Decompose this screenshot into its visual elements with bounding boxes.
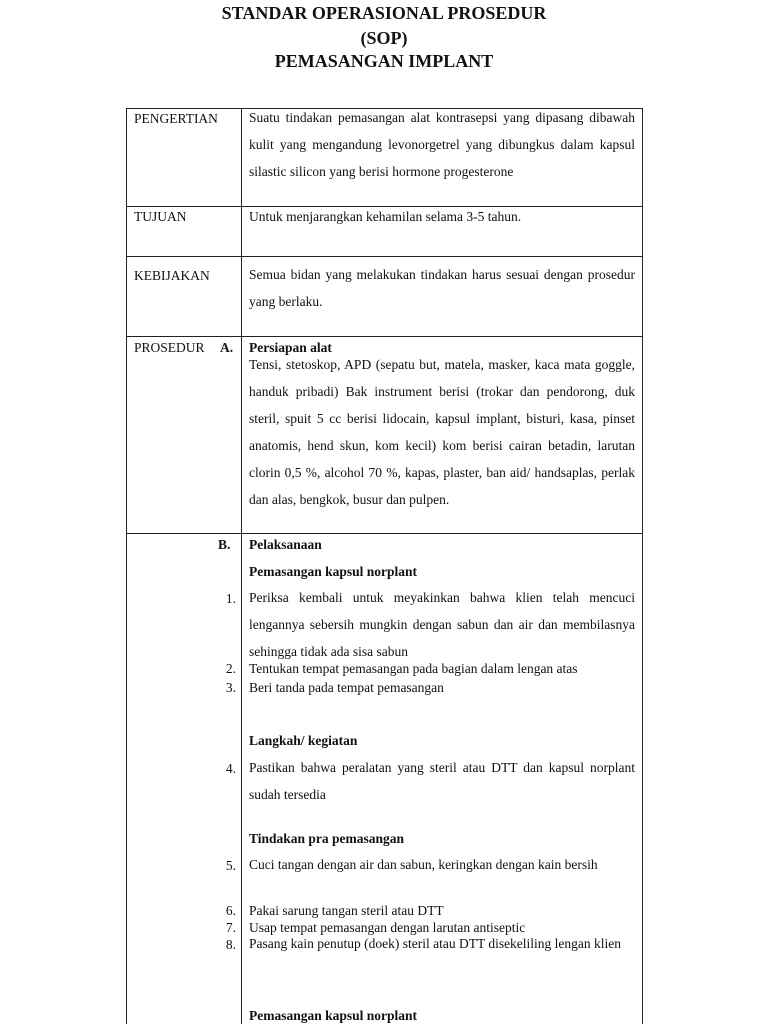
label-kebijakan: KEBIJAKAN bbox=[134, 268, 210, 283]
subheading-langkah-kegiatan: Langkah/ kegiatan bbox=[249, 733, 358, 748]
step-number: 3. bbox=[225, 680, 236, 695]
step-text: Pakai sarung tangan steril atau DTT bbox=[249, 903, 444, 918]
section-a-title: Persiapan alat bbox=[249, 340, 332, 355]
step-text: Beri tanda pada tempat pemasangan bbox=[249, 680, 444, 695]
title-line-2: (SOP) bbox=[360, 28, 408, 48]
subheading-pemasangan-2: Pemasangan kapsul norplant bbox=[249, 1008, 418, 1023]
title-line-3: PEMASANGAN IMPLANT bbox=[274, 51, 494, 71]
step-text: Tentukan tempat pemasangan pada bagian dalam lengan atas bbox=[249, 661, 578, 676]
step-text: Pastikan bahwa peralatan yang steril atau DTT dan kapsul norplant sudah tersedia bbox=[249, 760, 635, 802]
subheading-pemasangan-1: Pemasangan kapsul norplant bbox=[249, 564, 418, 579]
section-a-text: Tensi, stetoskop, APD (sepatu but, matela, masker, kaca mata goggle, handuk pribadi) Bak instrument berisi (trokar dan pendorong, duk steril, spuit 5 cc berisi lidocain, kapsul implant, bisturi, kasa, pinset anatomis, hend skun, kom kecil) kom berisi cairan betadin, larutan clorin 0,5 %, alcohol 70 %, kapas, plaster, ban aid/ handsaplas, perlak dan alas, bengkok, busur dan pulpen. bbox=[249, 357, 635, 507]
table-left-border bbox=[126, 108, 127, 1024]
step-text: Pasang kain penutup (doek) steril atau DTT disekeliling lengan klien bbox=[249, 936, 622, 951]
step-number: 8. bbox=[225, 937, 236, 952]
row-divider-3 bbox=[126, 336, 643, 337]
step-number: 2. bbox=[225, 661, 236, 676]
label-tujuan: TUJUAN bbox=[134, 209, 187, 224]
table-column-divider bbox=[241, 108, 242, 1024]
row-divider-1 bbox=[126, 206, 643, 207]
step-text: Cuci tangan dengan air dan sabun, keringkan dengan kain bersih bbox=[249, 857, 598, 872]
text-tujuan: Untuk menjarangkan kehamilan selama 3-5 tahun. bbox=[249, 209, 522, 224]
row-divider-2 bbox=[126, 256, 643, 257]
step-number: 5. bbox=[225, 858, 236, 873]
section-b-marker: B. bbox=[218, 537, 231, 552]
subheading-tindakan-pra-pemasangan: Tindakan pra pemasangan bbox=[249, 831, 405, 846]
table-right-border bbox=[642, 108, 643, 1024]
title-line-1: STANDAR OPERASIONAL PROSEDUR bbox=[221, 3, 547, 23]
step-number: 6. bbox=[225, 903, 236, 918]
row-divider-4 bbox=[126, 533, 643, 534]
step-text: Periksa kembali untuk meyakinkan bahwa klien telah mencuci lengannya sebersih mungkin dengan sabun dan air dan membilasnya sehingga tidak ada sisa sabun bbox=[249, 590, 635, 659]
step-number: 4. bbox=[225, 761, 236, 776]
label-prosedur: PROSEDUR bbox=[134, 340, 205, 355]
step-number: 7. bbox=[225, 920, 236, 935]
text-kebijakan: Semua bidan yang melakukan tindakan harus sesuai dengan prosedur yang berlaku. bbox=[249, 267, 635, 309]
section-a-marker: A. bbox=[220, 340, 234, 355]
section-b-title: Pelaksanaan bbox=[249, 537, 322, 552]
text-pengertian: Suatu tindakan pemasangan alat kontrasepsi yang dipasang dibawah kulit yang mengandung levonorgetrel yang dibungkus dalam kapsul silastic silicon yang berisi hormone progesterone bbox=[249, 110, 635, 179]
step-text: Usap tempat pemasangan dengan larutan antiseptic bbox=[249, 920, 526, 935]
step-number: 1. bbox=[225, 591, 236, 606]
label-pengertian: PENGERTIAN bbox=[134, 111, 218, 126]
